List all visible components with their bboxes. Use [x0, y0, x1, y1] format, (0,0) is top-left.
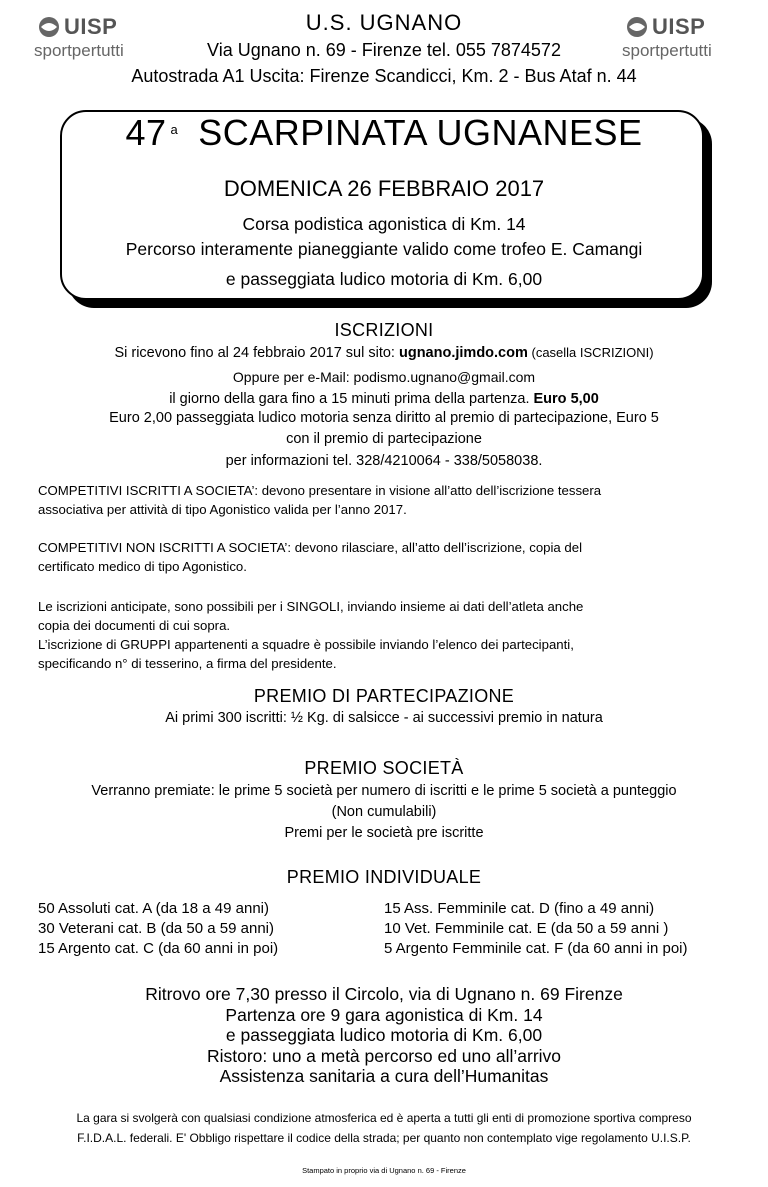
list-item: 50 Assoluti cat. A (da 18 a 49 anni) — [38, 900, 269, 917]
list-item: 15 Argento cat. C (da 60 anni in poi) — [38, 940, 279, 957]
event-edition-sup: a — [170, 122, 179, 137]
iscrizioni-line3 — [0, 391, 768, 407]
rules-paragraph-3 — [38, 597, 738, 673]
club-name: U.S. UGNANO — [305, 10, 463, 35]
iscrizioni-phone: per informazioni tel. 328/4210064 - 338/5058038. — [225, 453, 543, 469]
premio-partecipazione-text: Ai primi 300 iscritti: ½ Kg. di salsicce - ai successivi premio in natura — [165, 710, 603, 726]
rules-paragraph-1 — [38, 481, 738, 519]
info-medical: Assistenza sanitaria a cura dell’Humanitas — [219, 1066, 549, 1086]
list-item: 15 Ass. Femminile cat. D (fino a 49 anni) — [384, 900, 655, 917]
club-address: Via Ugnano n. 69 - Firenze tel. 055 7874572 — [207, 40, 561, 60]
iscrizioni-price: Euro 5,00 — [533, 391, 599, 407]
iscrizioni-line3-pre: il giorno della gara fino a 15 minuti prima della partenza. — [169, 391, 534, 407]
premio-societa-line1: Verranno premiate: le prime 5 società per numero di iscritti e le prime 5 società a punteggio — [91, 783, 677, 799]
rules-line: COMPETITIVI NON ISCRITTI A SOCIETA’: devono rilasciare, all’atto dell’iscrizione, copia del — [38, 540, 583, 555]
event-edition: 47 — [125, 112, 167, 153]
list-item: 30 Veterani cat. B (da 50 a 59 anni) — [38, 920, 274, 937]
iscrizioni-email: Oppure per e-Mail: podismo.ugnano@gmail.com — [232, 369, 536, 385]
logo-tag: sportpertutti — [34, 41, 124, 60]
info-walk: e passeggiata ludico motoria di Km. 6,00 — [225, 1025, 543, 1045]
event-line2: Percorso interamente pianeggiante valido come trofeo E. Camangi — [125, 239, 643, 259]
footer-notice — [0, 1108, 768, 1148]
premio-societa-heading: PREMIO SOCIETÀ — [304, 758, 464, 778]
list-item: 10 Vet. Femminile cat. E (da 50 a 59 anni ) — [384, 920, 669, 937]
info-refreshment: Ristoro: uno a metà percorso ed uno all’arrivo — [206, 1045, 562, 1066]
event-name: SCARPINATA UGNANESE — [198, 112, 643, 153]
info-start: Partenza ore 9 gara agonistica di Km. 14 — [225, 1004, 543, 1025]
event-line1: Corsa podistica agonistica di Km. 14 — [242, 214, 526, 234]
premio-societa-line3: Premi per le società pre iscritte — [284, 825, 484, 841]
rules-line: specificando n° di tesserino, a firma del presidente. — [38, 656, 337, 671]
rules-line: copia dei documenti di cui sopra. — [38, 618, 231, 633]
event-date: DOMENICA 26 FEBBRAIO 2017 — [223, 176, 545, 201]
iscrizioni-site-link: ugnano.jimdo.com — [398, 345, 528, 361]
premio-societa-line2: (Non cumulabili) — [331, 804, 437, 820]
iscrizioni-line1-pre: Si ricevono fino al 24 febbraio 2017 sul sito: — [114, 345, 399, 361]
prize-list-women — [384, 899, 754, 959]
iscrizioni-line1-post: (casella ISCRIZIONI) — [527, 345, 654, 360]
iscrizioni-heading: ISCRIZIONI — [334, 320, 434, 340]
footer-line1: La gara si svolgerà con qualsiasi condizione atmosferica ed è aperta a tutti gli enti di promozione sportiva compreso — [76, 1111, 692, 1125]
rules-line: Le iscrizioni anticipate, sono possibili per i SINGOLI, inviando insieme ai dati dell’atleta anche — [38, 599, 584, 614]
logo-tag: sportpertutti — [622, 41, 712, 60]
premio-individuale-heading: PREMIO INDIVIDUALE — [286, 867, 482, 887]
footer-line2: F.I.D.A.L. federali. E' Obbligo rispettare il codice della strada; per quanto non contemplato vige regolamento U.I.S.P. — [77, 1131, 691, 1145]
logo-word: UISP — [64, 14, 118, 39]
rules-line: COMPETITIVI ISCRITTI A SOCIETA’: devono presentare in visione all’atto dell’iscrizione tessera — [38, 483, 602, 498]
iscrizioni-line5: con il premio di partecipazione — [286, 431, 482, 447]
info-meeting: Ritrovo ore 7,30 presso il Circolo, via di Ugnano n. 69 Firenze — [145, 984, 623, 1004]
prize-list-men — [38, 899, 368, 959]
logo-word: UISP — [652, 14, 706, 39]
rules-line: L’iscrizione di GRUPPI appartenenti a squadre è possibile inviando l’elenco dei partecipanti, — [38, 637, 574, 652]
event-title — [0, 112, 768, 154]
premio-partecipazione-heading: PREMIO DI PARTECIPAZIONE — [253, 686, 515, 706]
rules-line: certificato medico di tipo Agonistico. — [38, 559, 247, 574]
iscrizioni-line1 — [0, 345, 768, 361]
event-line3: e passeggiata ludico motoria di Km. 6,00 — [225, 269, 543, 289]
printed-note: Stampato in proprio via di Ugnano n. 69 - Firenze — [302, 1166, 466, 1175]
info-block — [0, 984, 768, 1087]
iscrizioni-line4: Euro 2,00 passeggiata ludico motoria senza diritto al premio di partecipazione, Euro 5 — [109, 410, 659, 426]
rules-line: associativa per attività di tipo Agonistico valida per l’anno 2017. — [38, 502, 407, 517]
club-directions: Autostrada A1 Uscita: Firenze Scandicci, Km. 2 - Bus Ataf n. 44 — [131, 66, 637, 86]
rules-paragraph-2 — [38, 538, 738, 576]
list-item: 5 Argento Femminile cat. F (da 60 anni in poi) — [384, 940, 688, 957]
